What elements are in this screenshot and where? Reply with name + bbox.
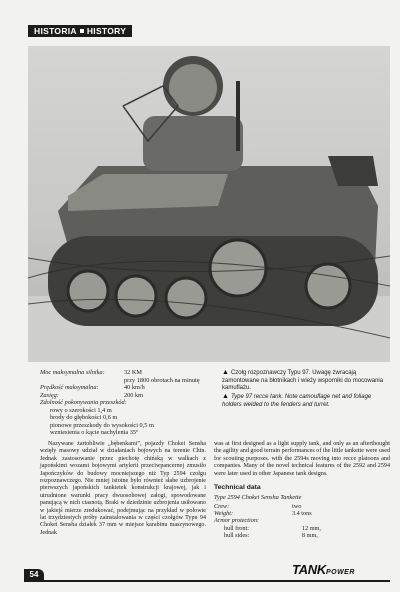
capability-item: pionowe przeszkody do wysokości 0,5 m	[50, 421, 154, 429]
page-number: 54	[24, 569, 44, 581]
body-paragraph: Nazywane żartobliwie „bębenkami”, pojazdy Chokei Sensha wzięły masowy udział w działaniach bojowych na terenie Chin. Jednak zastosowanie przez piechotę chińską w walkach z japońskimi wozami bojowymi artylerii przeciwpancernej zmusiło Japończyków do budowy mocniejszego niż Typ 2594 czołgu rozpoznawczego. Nie mniej istotne było również słabe uzbrojenie pierwszych japońskich tankietek konstrukcji krajowej, jak i utrudnione warunki pracy dwuosobowej załogi, spowodowane panującą w nich ciasnotą. Braki w dziedzinie uzbrojenia usiłowano w jakiejś mierze zredukować, podejmując na przykład w połowie lat trzydziestych próby zainstalowania w części czołgów Typu 94 Chokei Sensha działek 37 mm w miejsce karabinu maszynowego. Jednak	[40, 441, 206, 536]
triangle-icon: ▲	[222, 369, 229, 376]
tech-row: Armor protection:	[214, 517, 259, 525]
tank-photo	[28, 46, 390, 362]
caption-en: ▲ Type 97 recce tank. Note camouflage net and foliage holders welded to the fenders and turret.	[222, 393, 372, 408]
capability-item: rowy o szerokości 1,4 m	[50, 406, 112, 414]
spec-row: Prędkość maksymalna: 40 km/h	[40, 384, 145, 391]
section-label-en: HISTORY	[86, 26, 127, 36]
tech-row: Weight: 3.4 tons	[214, 510, 312, 518]
tech-heading: Technical data	[214, 484, 261, 492]
caption-pl: ▲ Czołg rozpoznawczy Typu 97. Uwagę zwracają zamontowane na błotnikach i wieży wsporniki do mocowania kamuflażu.	[222, 369, 384, 391]
triangle-icon: ▲	[222, 393, 229, 400]
separator-dot	[80, 29, 84, 33]
spec-row: Zasięg: 200 km	[40, 391, 144, 399]
tech-row: hull front: 12 mm,	[224, 524, 321, 532]
magazine-logo: TANKPOWER	[292, 562, 355, 577]
spec-row: Moc maksymalna silnika: 32 KM	[40, 369, 143, 376]
capability-item: brody do głębokości 0,6 m	[50, 414, 118, 421]
tech-table	[214, 503, 390, 539]
spec-capability-label: Zdolność pokonywania przeszkód:	[40, 399, 127, 406]
spec-row: przy 1800 obrotach na minutę	[124, 376, 200, 384]
capability-item: wzniesienia o kącie nachylenia 35º	[50, 429, 138, 436]
tank-photo-icon	[28, 46, 390, 362]
body-paragraph: was at first designed as a light supply tank, and only as an afterthought the agility and good terrain performances of the little tankette were used for scouting purposes. with the 2594s moving into recce platoons and companies. Many of the novel technical features of the 2592 and 2594 were later used in other Japanese tank designs.	[214, 441, 390, 477]
performance-specs	[40, 369, 206, 437]
tech-row: Crew: two	[214, 502, 302, 510]
body-column-en	[214, 441, 390, 539]
section-label-pl: HISTORIA	[34, 26, 77, 36]
tech-row: hull sides: 8 mm,	[224, 532, 318, 540]
tech-title: Type 2594 Chokei Sensha Tankette	[214, 494, 302, 502]
section-header	[28, 25, 132, 37]
body-column-pl	[40, 441, 206, 537]
footer-rule	[24, 580, 390, 582]
